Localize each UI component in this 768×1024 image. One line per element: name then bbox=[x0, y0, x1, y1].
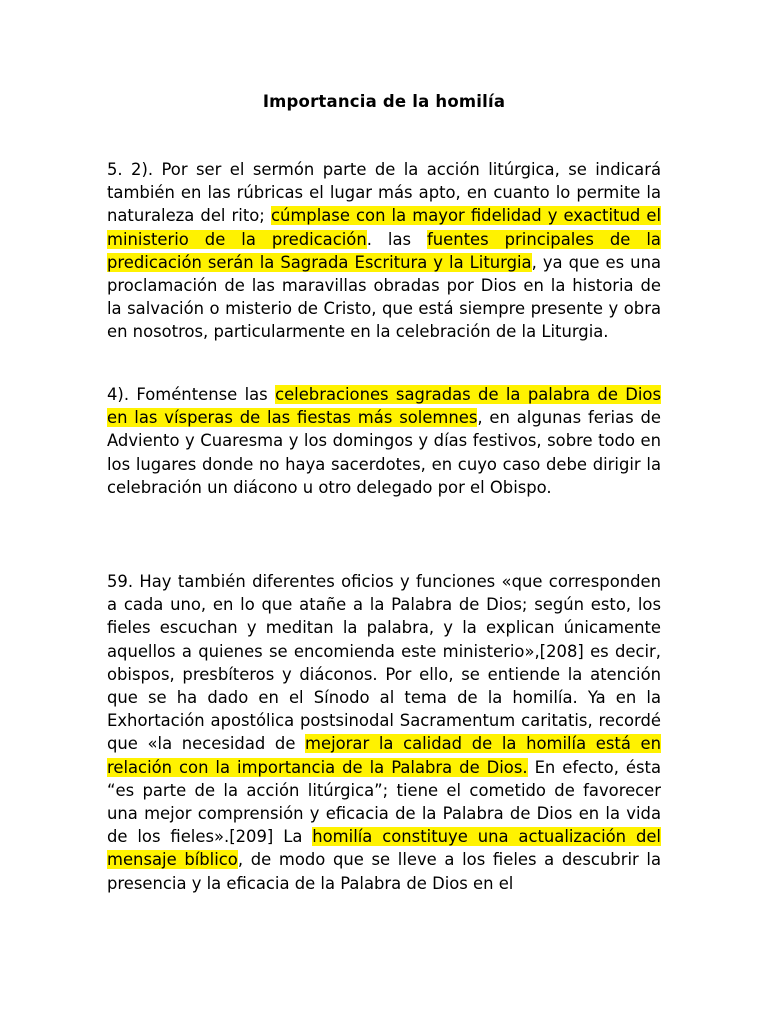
highlighted-text: fuentes principales de la predicación serán la Sagrada Escritura y la Liturgia bbox=[107, 229, 661, 272]
text-segment: , de modo que se lleve a los fieles a descubrir la presencia y la eficacia de la Palabra de Dios en el bbox=[107, 850, 661, 893]
text-segment: , ya que es una proclamación de las maravillas obradas por Dios en la historia de la salvación o misterio de Cristo, que está siempre presente y obra en nosotros, particularmente en la celebración de la Liturgia. bbox=[107, 252, 662, 342]
text-segment: 4). Foméntense las bbox=[107, 385, 276, 404]
paragraph-1 bbox=[107, 158, 661, 344]
text-segment: . las bbox=[366, 229, 427, 249]
highlighted-text: homilía constituye una actualización del mensaje bíblico bbox=[107, 827, 661, 870]
paragraph-2 bbox=[107, 383, 661, 499]
text-segment: 5. 2). Por ser el sermón parte de la acción litúrgica, se indicará también en las rúbricas el lugar más apto, en cuanto lo permite la naturaleza del rito; bbox=[107, 160, 661, 226]
paragraph-3 bbox=[107, 570, 661, 895]
text-segment: , en algunas ferias de Adviento y Cuaresma y los domingos y días festivos, sobre todo en los lugares donde no haya sacerdotes, en cuyo caso debe dirigir la celebración un diácono u otro delegado por el Obispo. bbox=[107, 408, 661, 497]
highlighted-text: mejorar la calidad de la homilía está en relación con la importancia de la Palabra de Dios. bbox=[107, 734, 661, 777]
document-title: Importancia de la homilía bbox=[262, 92, 506, 111]
highlighted-text: cúmplase con la mayor fidelidad y exactitud el ministerio de la predicación bbox=[107, 206, 661, 249]
text-segment: 59. Hay también diferentes oficios y funciones «que corresponden a cada uno, en lo que atañe a la Palabra de Dios; según esto, los fieles escuchan y meditan la palabra, y la explican únicamente aquellos a quienes se encomienda este ministerio»,[208] es decir, obispos, presbíteros y diáconos. Por ello, se entiende la atención que se ha dado en el Sínodo al tema de la homilía. Ya en la Exhortación apostólica postsinodal Sacramentum caritatis, recordé que «la necesidad de bbox=[107, 572, 661, 754]
text-segment: En efecto, ésta “es parte de la acción litúrgica”; tiene el cometido de favorecer una mejor comprensión y eficacia de la Palabra de Dios en la vida de los fieles».[209] La bbox=[107, 757, 661, 847]
highlighted-text: celebraciones sagradas de la palabra de Dios en las vísperas de las fiestas más solemnes bbox=[107, 385, 661, 428]
